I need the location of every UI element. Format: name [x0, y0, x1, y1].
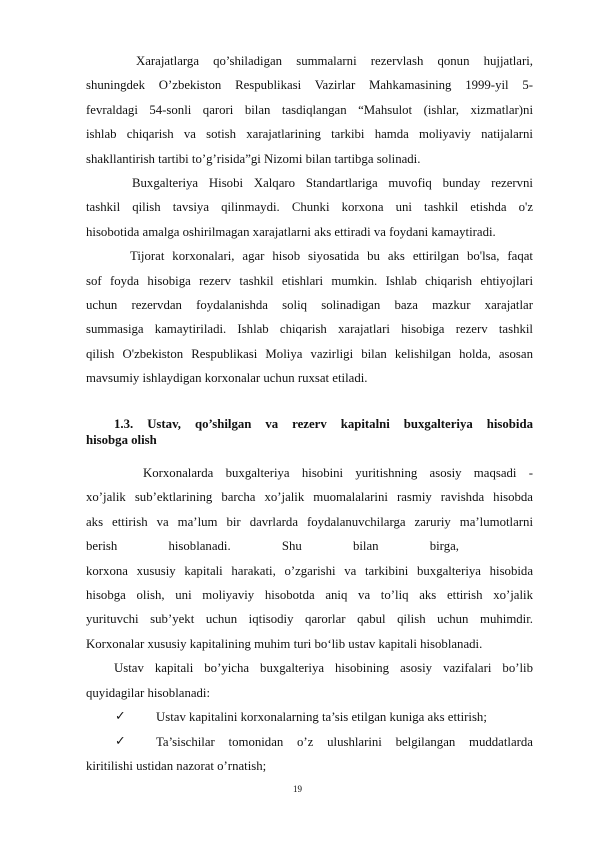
checkmark-icon: ✓	[115, 709, 126, 724]
page-number: 19	[293, 784, 302, 794]
heading-line: 1.3. Ustav, qo’shilgan va rezerv kapitalni buxgalteriya hisobida	[114, 417, 533, 431]
text-line: Tijorat korxonalari, agar hisob siyosatida bu aks ettirilgan bo'lsa, faqat	[130, 249, 533, 263]
heading-line: hisobga olish	[86, 433, 157, 447]
text-line: shakllantirish tartibi to’g’risida”gi Nizomi bilan tartibga solinadi.	[86, 152, 421, 166]
text-line: berish hisoblanadi. Shu bilan birga,	[86, 539, 459, 553]
text-line: ishlab chiqarish va sotish xarajatlarining tarkibi hamda moliyaviy natijalarni	[86, 127, 533, 141]
checkmark-icon: ✓	[115, 734, 126, 749]
text-line: yurituvchi sub’yekt uchun iqtisodiy qarorlar qabul qilish uchun muhimdir.	[86, 612, 533, 626]
list-item-text: Ustav kapitalini korxonalarning ta’sis etilgan kuniga aks ettirish;	[156, 710, 487, 724]
text-line: hisobga olish, uni moliyaviy hisobotda aniq va to’liq aks ettirish xo’jalik	[86, 588, 533, 602]
text-line: xo’jalik sub’ektlarining barcha xo’jalik muomalalarini rasmiy ravishda hisobda	[86, 490, 533, 504]
text-line: Ustav kapitali bo’yicha buxgalteriya hisobining asosiy vazifalari bo’lib	[114, 661, 533, 675]
text-line: qilish O'zbekiston Respublikasi Moliya vazirligi bilan kelishilgan holda, asosan	[86, 347, 533, 361]
text-line: korxona xususiy kapitali harakati, o’zgarishi va tarkibini buxgalteriya hisobida	[86, 564, 533, 578]
list-item-text: kiritilishi ustidan nazorat o’rnatish;	[86, 759, 267, 773]
text-line: Korxonalarda buxgalteriya hisobini yuritishning asosiy maqsadi -	[143, 466, 533, 480]
text-line: tashkil qilish tavsiya qilinmaydi. Chunki korxona uni tashkil etishda o'z	[86, 200, 533, 214]
text-line: Xarajatlarga qo’shiladigan summalarni rezervlash qonun hujjatlari,	[136, 54, 533, 68]
text-line: mavsumiy ishlaydigan korxonalar uchun ruxsat etiladi.	[86, 371, 368, 385]
text-line: Buxgalteriya Hisobi Xalqaro Standartlariga muvofiq bunday rezervni	[132, 176, 533, 190]
text-line: quyidagilar hisoblanadi:	[86, 686, 211, 700]
text-line: uchun rezervdan foydalanishda soliq solinadigan baza mazkur xarajatlar	[86, 298, 533, 312]
list-item-text: Ta’sischilar tomonidan o’z ulushlarini belgilangan muddatlarda	[156, 735, 533, 749]
text-line: shuningdek O’zbekiston Respublikasi Vazirlar Mahkamasining 1999-yil 5-	[86, 78, 533, 92]
text-line: sof foyda hisobiga rezerv tashkil etishlari mumkin. Ishlab chiqarish ehtiyojlari	[86, 274, 533, 288]
text-line: hisobotida amalga oshirilmagan xarajatlarni aks ettiradi va foydani kamaytiradi.	[86, 225, 496, 239]
text-line: summasiga kamaytiriladi. Ishlab chiqarish xarajatlari hisobiga rezerv tashkil	[86, 322, 533, 336]
text-line: Korxonalar xususiy kapitalining muhim turi bo‘lib ustav kapitali hisoblanadi.	[86, 637, 483, 651]
text-line: fevraldagi 54-sonli qarori bilan tasdiqlangan “Mahsulot (ishlar, xizmatlar)ni	[86, 103, 533, 117]
text-line: aks ettirish va ma’lum bir davrlarda foydalanuvchilarga zaruriy ma’lumotlarni	[86, 515, 533, 529]
